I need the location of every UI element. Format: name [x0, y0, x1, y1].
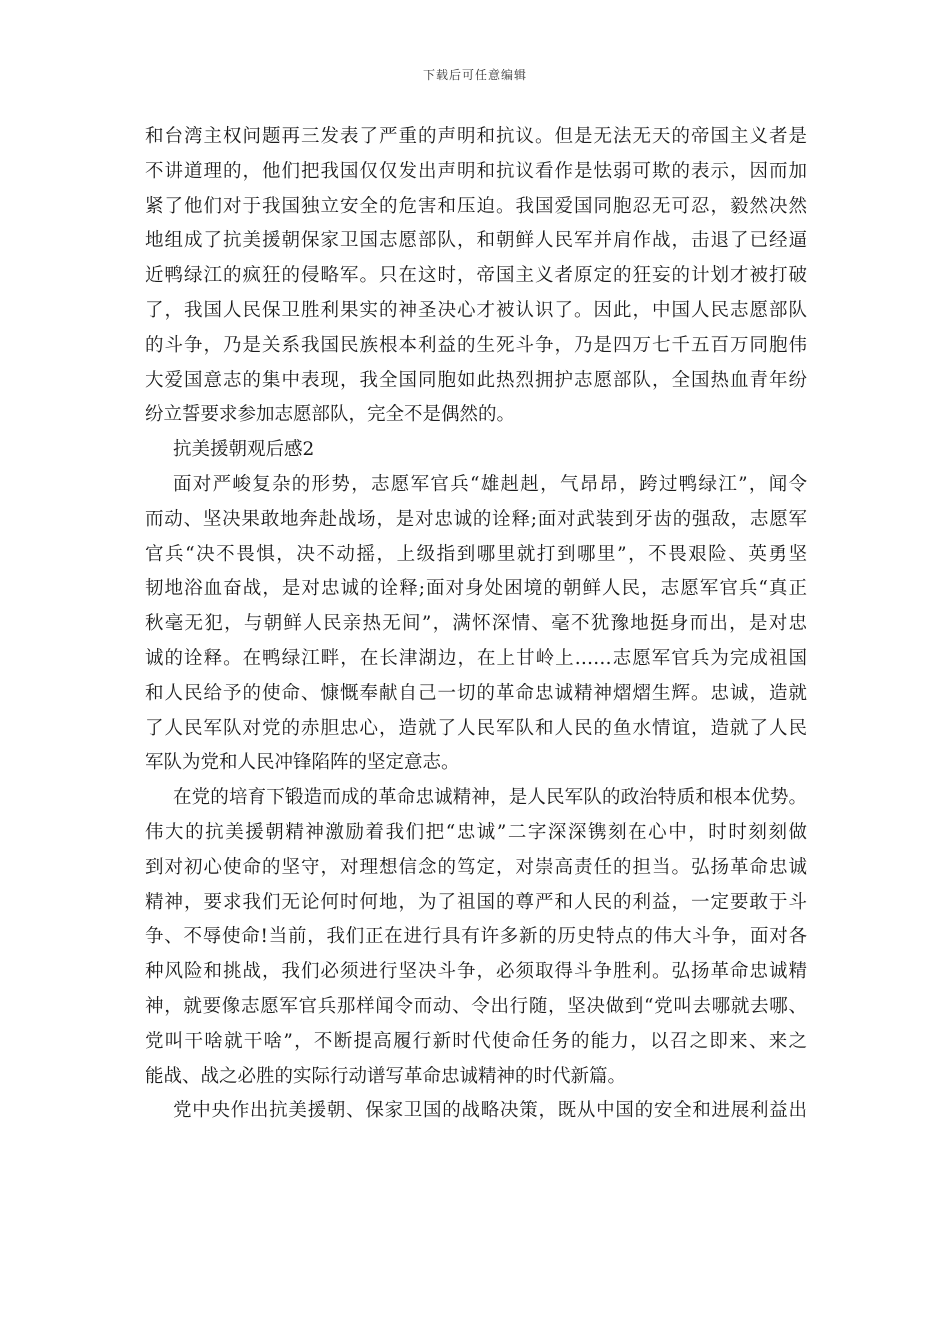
text-line: 面对严峻复杂的形势，志愿军官兵“雄赳赳，气昂昂，跨过鸭绿江”，闻令: [173, 473, 807, 495]
text-line: 神，就要像志愿军官兵那样闻令而动、令出行随，坚决做到“党叫去哪就去哪、: [145, 995, 807, 1017]
text-line: 近鸭绿江的疯狂的侵略军。只在这时，帝国主义者原定的狂妄的计划才被打破: [145, 265, 807, 287]
text-line: 伟大的抗美援朝精神激励着我们把“忠诚”二字深深镌刻在心中，时时刻刻做: [145, 821, 807, 843]
text-line: 官兵“决不畏惧，决不动摇，上级指到哪里就打到哪里”，不畏艰险、英勇坚: [145, 543, 807, 565]
text-line: 精神，要求我们无论何时何地，为了祖国的尊严和人民的利益，一定要敢于斗: [145, 891, 807, 913]
text-line: 的斗争，乃是关系我国民族根本利益的生死斗争，乃是四万七千五百万同胞伟: [145, 334, 807, 356]
text-line: 军队为党和人民冲锋陷阵的坚定意志。: [145, 752, 460, 774]
text-line: 党中央作出抗美援朝、保家卫国的战略决策，既从中国的安全和进展利益出: [173, 1100, 807, 1122]
text-line: 大爱国意志的集中表现，我全国同胞如此热烈拥护志愿部队，全国热血青年纷: [145, 369, 807, 391]
text-line: 了，我国人民保卫胜利果实的神圣决心才被认识了。因此，中国人民志愿部队: [145, 299, 807, 321]
document-body: [145, 120, 807, 1129]
text-line: 韧地浴血奋战，是对忠诚的诠释;面对身处困境的朝鲜人民，志愿军官兵“真正: [145, 578, 807, 600]
text-line: 党叫干啥就干啥”，不断提高履行新时代使命任务的能力，以召之即来、来之: [145, 1030, 807, 1052]
text-line: 种风险和挑战，我们必须进行坚决斗争，必须取得斗争胜利。弘扬革命忠诚精: [145, 961, 807, 983]
text-line: 和台湾主权问题再三发表了严重的声明和抗议。但是无法无天的帝国主义者是: [145, 126, 807, 147]
text-line: 到对初心使命的坚守，对理想信念的笃定，对崇高责任的担当。弘扬革命忠诚: [145, 856, 807, 878]
text-line: 和人民给予的使命、慷慨奉献自己一切的革命忠诚精神熠熠生辉。忠诚，造就: [145, 682, 807, 704]
text-line: 紧了他们对于我国独立安全的危害和压迫。我国爱国同胞忍无可忍，毅然决然: [145, 195, 807, 217]
text-line: 抗美援朝观后感2: [173, 439, 315, 461]
text-line: 能战、战之必胜的实际行动谱写革命忠诚精神的时代新篇。: [145, 1065, 627, 1087]
text-line: 了人民军队对党的赤胆忠心，造就了人民军队和人民的鱼水情谊，造就了人民: [145, 717, 807, 739]
text-line: 纷立誓要求参加志愿部队，完全不是偶然的。: [145, 404, 516, 426]
text-line: 而动、坚决果敢地奔赴战场，是对忠诚的诠释;面对武装到牙齿的强敌，志愿军: [145, 508, 807, 530]
text-line: 争、不辱使命!当前，我们正在进行具有许多新的历史特点的伟大斗争，面对各: [145, 926, 807, 948]
text-line: 在党的培育下锻造而成的革命忠诚精神，是人民军队的政治特质和根本优势。: [173, 787, 807, 809]
text-line: 秋毫无犯，与朝鲜人民亲热无间”，满怀深情、毫不犹豫地挺身而出，是对忠: [145, 613, 807, 635]
page-header: 下载后可任意编辑: [422, 68, 527, 82]
text-line: 地组成了抗美援朝保家卫国志愿部队，和朝鲜人民军并肩作战，击退了已经逼: [145, 230, 807, 252]
text-line: 不讲道理的，他们把我国仅仅发出声明和抗议看作是怯弱可欺的表示，因而加: [145, 160, 807, 182]
text-line: 诚的诠释。在鸭绿江畔，在长津湖边，在上甘岭上……志愿军官兵为完成祖国: [145, 647, 807, 669]
